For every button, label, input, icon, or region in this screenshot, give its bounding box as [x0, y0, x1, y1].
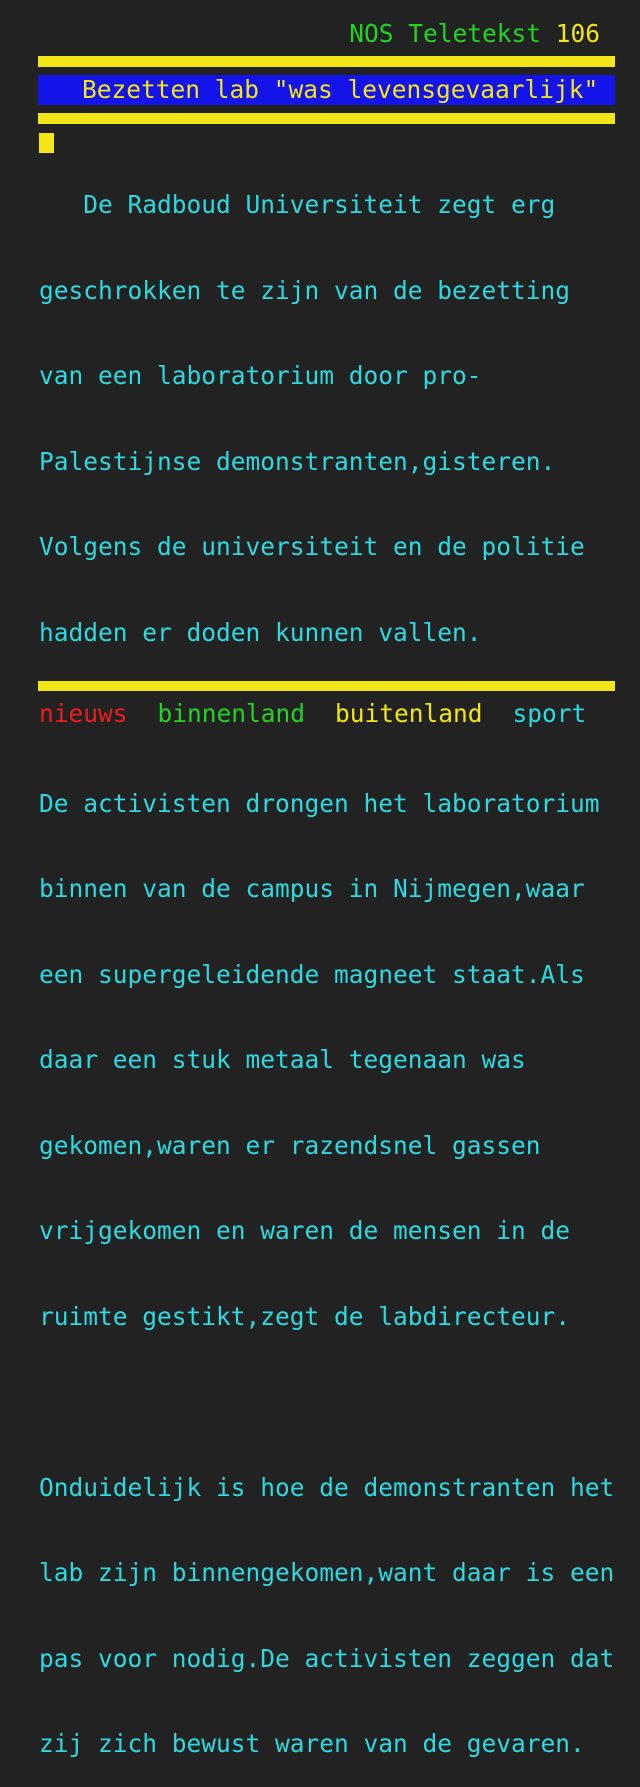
article-line: pas voor nodig.De activisten zeggen dat: [39, 1643, 615, 1673]
nav-link-sport[interactable]: sport: [512, 699, 587, 728]
top-divider: [38, 56, 615, 67]
article-line: van een laboratorium door pro-: [39, 361, 482, 390]
teletext-header: [349, 20, 600, 49]
article-line: hadden er doden kunnen vallen.: [39, 617, 482, 647]
article-line: Volgens de universiteit en de politie: [39, 532, 585, 561]
service-name: NOS Teletekst: [349, 19, 541, 48]
article-line: zij zich bewust waren van de gevaren.: [39, 1729, 585, 1758]
article-line: Onduidelijk is hoe de demonstranten het: [39, 1472, 615, 1502]
article-body: [39, 134, 614, 1787]
article-line: Palestijnse demonstranten,gisteren.: [39, 446, 556, 476]
article-line: vrijgekomen en waren de mensen in de: [39, 1216, 571, 1245]
article-line: daar een stuk metaal tegenaan was: [39, 1045, 526, 1074]
article-line: geschrokken te zijn van de bezetting: [39, 275, 571, 305]
article-line: [39, 1388, 614, 1417]
nav-link-binnenland[interactable]: binnenland: [157, 699, 306, 728]
article-line: ruimte gestikt,zegt de labdirecteur.: [39, 1301, 571, 1331]
article-line: binnen van de campus in Nijmegen,waar: [39, 874, 585, 903]
article-line: De activisten drongen het laboratorium: [39, 788, 600, 818]
fasttext-nav: [39, 700, 586, 729]
bottom-divider: [38, 681, 615, 691]
nav-link-buitenland[interactable]: buitenland: [335, 699, 483, 728]
page-number: 106: [555, 19, 600, 48]
nav-link-nieuws[interactable]: nieuws: [39, 699, 128, 728]
article-line: De Radboud Universiteit zegt erg: [83, 190, 556, 219]
article-line: gekomen,waren er razendsnel gassen: [39, 1130, 541, 1160]
article-headline: Bezetten lab "was levensgevaarlijk": [38, 75, 615, 105]
headline-divider: [38, 113, 615, 124]
article-line: een supergeleidende magneet staat.Als: [39, 959, 585, 989]
article-line: lab zijn binnengekomen,want daar is een: [39, 1558, 615, 1587]
